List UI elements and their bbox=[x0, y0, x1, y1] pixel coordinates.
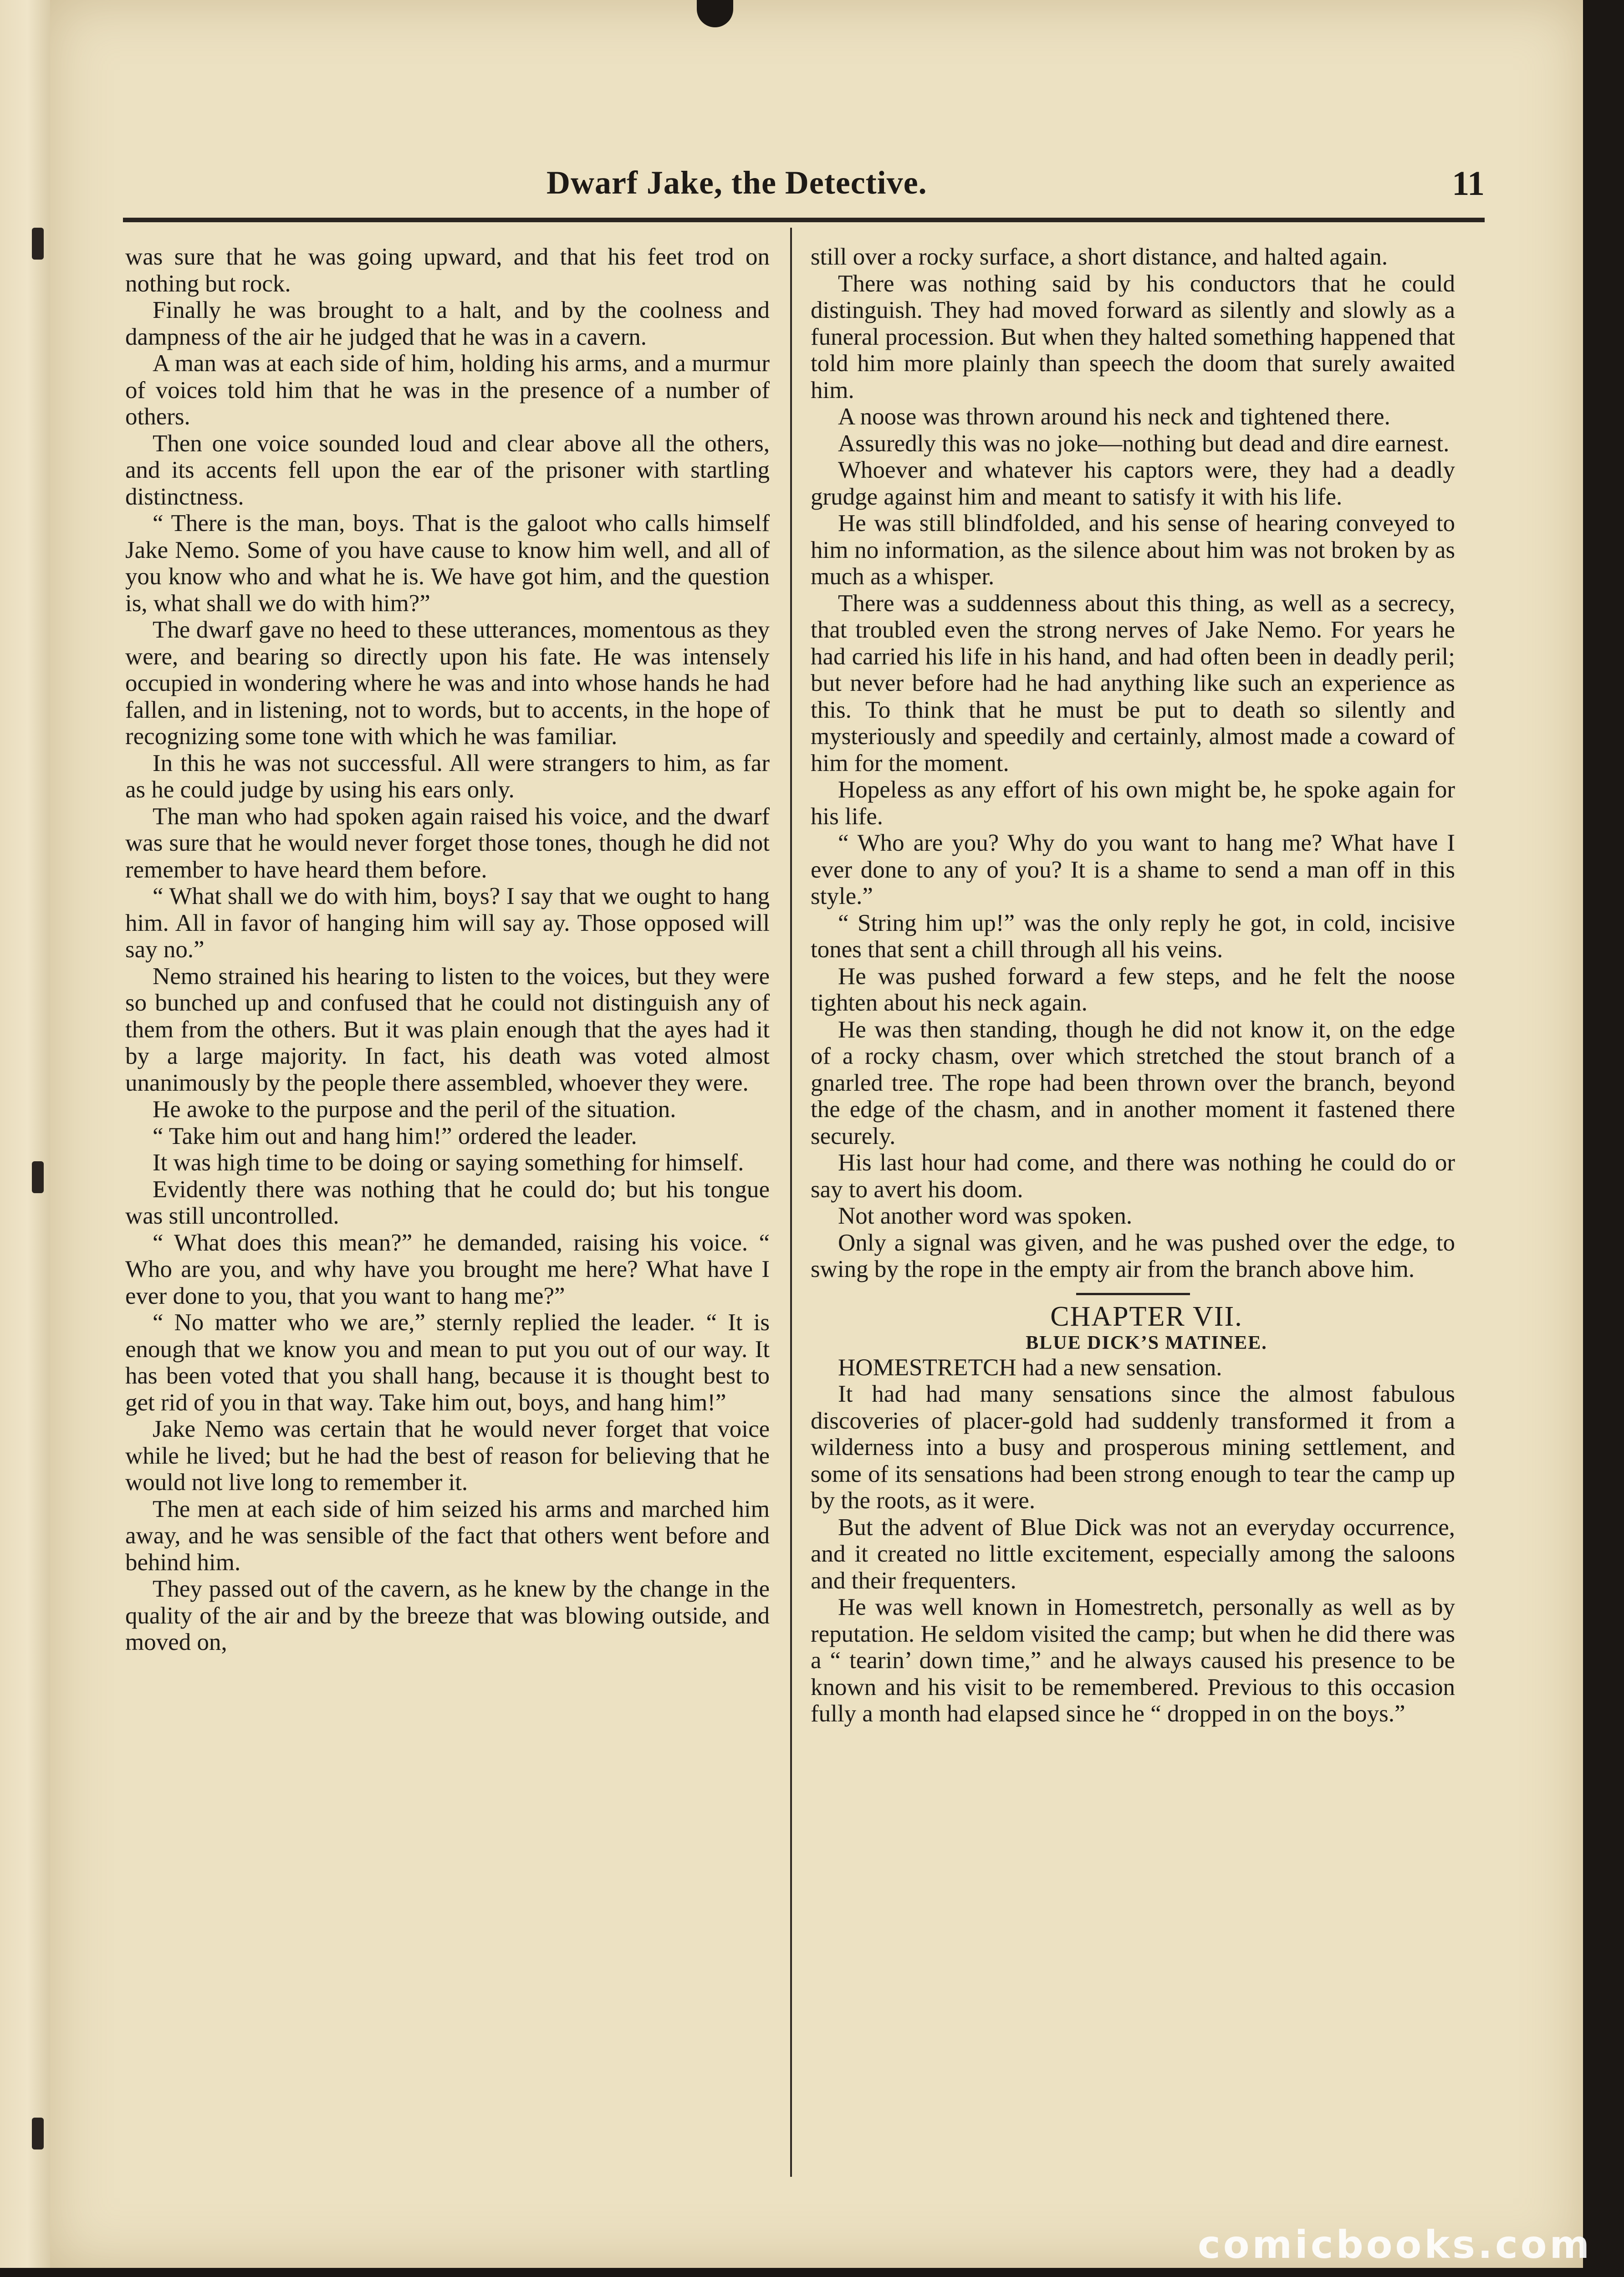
paragraph: Hopeless as any effort of his own might be, he spoke again for his life. bbox=[811, 776, 1455, 830]
paragraph: They passed out of the cavern, as he knew by the change in the quality of the air and by the breeze that was blowing outside, and moved on, bbox=[125, 1576, 770, 1655]
site-watermark: comicbooks.com bbox=[1198, 2222, 1592, 2267]
paragraph: But the advent of Blue Dick was not an everyday occurrence, and it created no little excitement, especially among the saloons and their frequenters. bbox=[811, 1514, 1455, 1594]
running-title: Dwarf Jake, the Detective. bbox=[546, 164, 927, 201]
paragraph: “ What does this mean?” he demanded, raising his voice. “ Who are you, and why have you brought me here? What have I ever done to you, that you want to hang me?” bbox=[125, 1229, 770, 1309]
binding-mark bbox=[32, 228, 44, 260]
right-column bbox=[811, 244, 1455, 1727]
paragraph: HOMESTRETCH had a new sensation. bbox=[838, 1354, 1222, 1381]
paragraph: There was nothing said by his conductors that he could distinguish. They had moved forward as silently and slowly as a funeral procession. But when they halted something happened that told him more plainly than speech the doom that surely awaited him. bbox=[811, 270, 1455, 403]
paragraph: Then one voice sounded loud and clear above all the others, and its accents fell upon the ear of the prisoner with startling distinctness. bbox=[125, 430, 770, 510]
page-number: 11 bbox=[1452, 164, 1485, 203]
paragraph: He was then standing, though he did not know it, on the edge of a rocky chasm, over which stretched the stout branch of a gnarled tree. The rope had been thrown over the branch, beyond the edge of the chasm, and in another moment it fastened there securely. bbox=[811, 1016, 1455, 1149]
left-column bbox=[125, 244, 770, 1656]
paragraph: The men at each side of him seized his arms and marched him away, and he was sensible of the fact that others went before and behind him. bbox=[125, 1496, 770, 1576]
paragraph: Jake Nemo was certain that he would never forget that voice while he lived; but he had the best of reason for believing that he would not live long to remember it. bbox=[125, 1416, 770, 1496]
binding-mark bbox=[32, 2118, 44, 2149]
paragraph: It was high time to be doing or saying something for himself. bbox=[153, 1149, 744, 1176]
chapter-body bbox=[811, 1354, 1455, 1727]
paragraph: A noose was thrown around his neck and tightened there. bbox=[838, 403, 1390, 430]
paragraph: Whoever and whatever his captors were, they had a deadly grudge against him and meant to satisfy it with his life. bbox=[811, 457, 1455, 510]
chapter-subtitle: BLUE DICK’S MATINEE. bbox=[1026, 1332, 1267, 1353]
paragraph: Only a signal was given, and he was pushed over the edge, to swing by the rope in the empty air from the branch above him. bbox=[811, 1229, 1455, 1282]
scan-binding-edge bbox=[0, 0, 50, 2277]
chapter-title: CHAPTER VII. bbox=[1050, 1301, 1243, 1332]
paragraph: Assuredly this was no joke—nothing but dead and dire earnest. bbox=[838, 430, 1450, 457]
paragraph: “ What shall we do with him, boys? I say that we ought to hang him. All in favor of hanging him will say ay. Those opposed will say no.” bbox=[125, 883, 770, 963]
paragraph: He was pushed forward a few steps, and he felt the noose tighten about his neck again. bbox=[811, 963, 1455, 1016]
paragraph: “ Take him out and hang him!” ordered the leader. bbox=[153, 1123, 637, 1149]
chapter-rule bbox=[1076, 1293, 1190, 1295]
paragraph: Evidently there was nothing that he could do; but his tongue was still uncontrolled. bbox=[125, 1176, 770, 1229]
paragraph: Nemo strained his hearing to listen to the voices, but they were so bunched up and confused that he could not distinguish any of them from the others. But it was plain enough that the ayes had it by a large majority. In fact, his death was voted almost unanimously by the people there assembled, whoever they were. bbox=[125, 963, 770, 1096]
paragraph: A man was at each side of him, holding his arms, and a murmur of voices told him that he was in the presence of a number of others. bbox=[125, 350, 770, 430]
paragraph: He was still blindfolded, and his sense of hearing conveyed to him no information, as the silence about him was not broken by as much as a whisper. bbox=[811, 510, 1455, 590]
right-column-story bbox=[811, 244, 1455, 1283]
paragraph: His last hour had come, and there was nothing he could do or say to avert his doom. bbox=[811, 1149, 1455, 1203]
paragraph: “ There is the man, boys. That is the galoot who calls himself Jake Nemo. Some of you have cause to know him well, and all of you know who and what he is. We have got him, and the question is, what shall we do with him?” bbox=[125, 510, 770, 617]
paragraph: In this he was not successful. All were strangers to him, as far as he could judge by using his ears only. bbox=[125, 750, 770, 803]
running-header bbox=[123, 164, 1485, 214]
paragraph: was sure that he was going upward, and that his feet trod on nothing but rock. bbox=[125, 244, 770, 297]
paragraph: He awoke to the purpose and the peril of the situation. bbox=[153, 1096, 676, 1123]
page-top-mark bbox=[697, 0, 733, 27]
paragraph: Not another word was spoken. bbox=[838, 1203, 1133, 1229]
column-divider bbox=[790, 228, 792, 2177]
paragraph: The dwarf gave no heed to these utterances, momentous as they were, and bearing so directly upon his fate. He was intensely occupied in wondering where he was and into whose hands he had fallen, and in listening, not to words, but to accents, in the hope of recognizing some tone with which he was familiar. bbox=[125, 617, 770, 750]
paragraph: He was well known in Homestretch, personally as well as by reputation. He seldom visited the camp; but when he did there was a “ tearin’ down time,” and he always caused his presence to be known and his visit to be remembered. Previous to this occasion fully a month had elapsed since he “ dropped in on the boys.” bbox=[811, 1594, 1455, 1727]
paragraph: “ No matter who we are,” sternly replied the leader. “ It is enough that we know you and mean to put you out of our way. It has been voted that you shall hang, because it is thought best to get rid of you in that way. Take him out, boys, and hang him!” bbox=[125, 1309, 770, 1416]
paragraph: “ Who are you? Why do you want to hang me? What have I ever done to any of you? It is a shame to send a man off in this style.” bbox=[811, 830, 1455, 909]
paragraph: The man who had spoken again raised his voice, and the dwarf was sure that he would never forget those tones, though he did not remember to have heard them before. bbox=[125, 803, 770, 883]
paragraph: “ String him up!” was the only reply he got, in cold, incisive tones that sent a chill through all his veins. bbox=[811, 909, 1455, 963]
header-rule bbox=[123, 218, 1485, 222]
scan-bottom-band bbox=[0, 2268, 1624, 2277]
paragraph: There was a suddenness about this thing, as well as a secrecy, that troubled even the strong nerves of Jake Nemo. For years he had carried his life in his hand, and had often been in deadly peril; but never before had he had anything like such an experience as this. To think that he must be put to death so silently and mysteriously and speedily and certainly, almost made a coward of him for the moment. bbox=[811, 590, 1455, 776]
binding-mark bbox=[32, 1161, 44, 1193]
paragraph: still over a rocky surface, a short distance, and halted again. bbox=[811, 244, 1388, 270]
paragraph: Finally he was brought to a halt, and by the coolness and dampness of the air he judged that he was in a cavern. bbox=[125, 297, 770, 350]
paragraph: It had had many sensations since the almost fabulous discoveries of placer-gold had suddenly transformed it from a wilderness into a busy and prosperous mining settlement, and some of its sensations had been strong enough to tear the camp up by the roots, as it were. bbox=[811, 1381, 1455, 1514]
